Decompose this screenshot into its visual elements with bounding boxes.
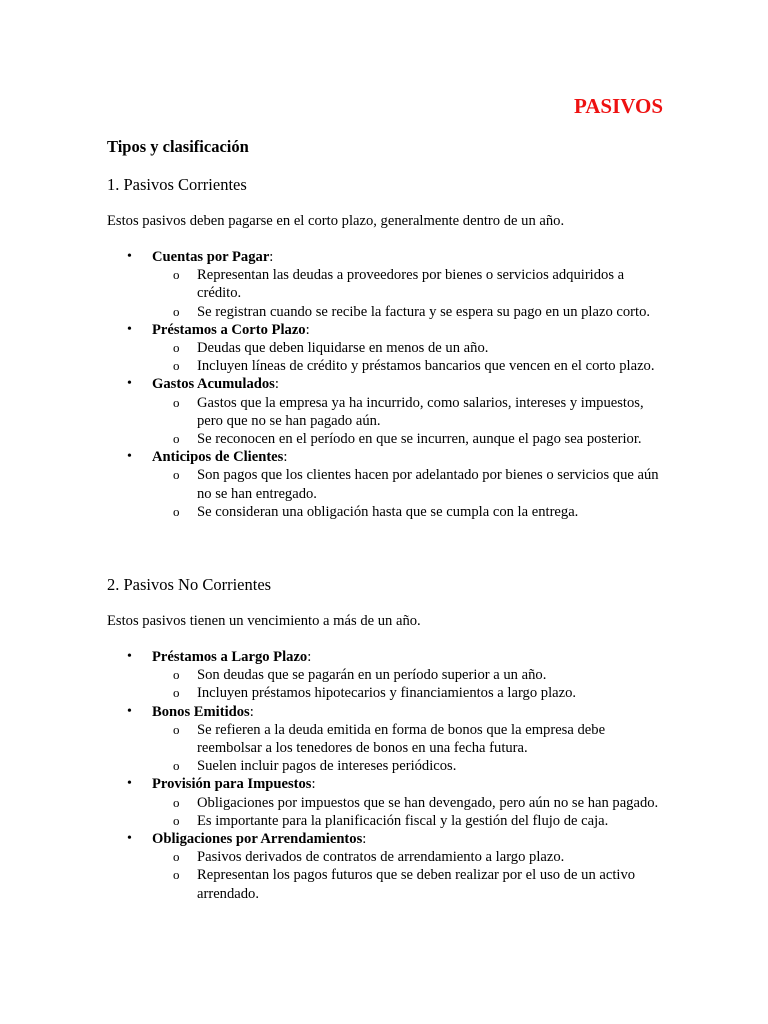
list-item — [107, 775, 663, 830]
sub-list-item — [152, 357, 663, 375]
intro-paragraph-no-corrientes: Estos pasivos tienen un vencimiento a más de un año. — [107, 613, 421, 629]
sub-list-item — [152, 721, 663, 757]
sub-item-text: Se registran cuando se recibe la factura y se espera su pago en un plazo corto. — [197, 303, 651, 320]
list-item — [107, 448, 663, 521]
sub-item-text: Suelen incluir pagos de intereses periódicos. — [197, 758, 457, 775]
sub-item-text: Representan las deudas a proveedores por bienes o servicios adquiridos a crédito. — [197, 267, 625, 302]
sub-bullet-icon: o — [173, 758, 180, 774]
sub-bullet-icon: o — [173, 431, 180, 447]
sub-bullet-icon: o — [173, 358, 180, 374]
sub-bullet-icon: o — [173, 303, 180, 319]
sub-item-text: Se reconocen en el período en que se incurren, aunque el pago sea posterior. — [197, 431, 642, 448]
item-colon: : — [311, 776, 316, 793]
sub-list-item — [152, 266, 663, 302]
sub-list-item — [152, 303, 663, 321]
bullet-icon: • — [127, 449, 132, 465]
sub-item-text: Incluyen líneas de crédito y préstamos bancarios que vencen en el corto plazo. — [197, 358, 655, 375]
item-colon: : — [307, 649, 312, 665]
sub-list — [152, 466, 663, 521]
list-item — [107, 321, 663, 376]
sub-item-text: Pasivos derivados de contratos de arrendamiento a largo plazo. — [197, 849, 565, 866]
item-colon: : — [283, 449, 288, 466]
item-name: Préstamos a Largo Plazo — [152, 649, 308, 665]
item-name: Cuentas por Pagar — [152, 249, 270, 265]
bullet-icon: • — [127, 831, 132, 847]
sub-item-text: Son deudas que se pagarán en un período superior a un año. — [197, 667, 547, 684]
subsection-heading-no-corrientes: 2. Pasivos No Corrientes — [107, 575, 272, 594]
sub-bullet-icon: o — [173, 394, 180, 410]
sub-item-text: Se refieren a la deuda emitida en forma de bonos que la empresa debe reembolsar a los tenedores de bonos en una fecha futura. — [197, 721, 606, 757]
sub-list-item — [152, 503, 663, 521]
sub-list — [152, 339, 663, 375]
item-name: Gastos Acumulados — [152, 376, 275, 393]
list-item — [107, 830, 663, 903]
sub-item-text: Gastos que la empresa ya ha incurrido, como salarios, intereses y impuestos, pero que no se han pagado aún. — [197, 394, 644, 429]
list-item — [107, 703, 663, 776]
sub-list-item — [152, 866, 663, 902]
sub-list-item — [152, 466, 663, 502]
item-colon: : — [362, 831, 367, 848]
sub-bullet-icon: o — [173, 794, 180, 810]
sub-bullet-icon: o — [173, 849, 180, 865]
sub-bullet-icon: o — [173, 721, 180, 737]
bullet-icon: • — [127, 321, 132, 337]
sub-list-item — [152, 684, 663, 702]
sub-list-item — [152, 339, 663, 357]
sub-list — [152, 794, 663, 830]
sub-item-text: Representan los pagos futuros que se deben realizar por el uso de un activo arrendado. — [197, 867, 636, 902]
item-name: Anticipos de Clientes — [152, 449, 284, 466]
list-pasivos-corrientes — [107, 248, 663, 521]
document-title: PASIVOS — [573, 94, 663, 118]
sub-list — [152, 721, 663, 776]
sub-bullet-icon: o — [173, 812, 180, 828]
bullet-icon: • — [127, 376, 132, 392]
sub-bullet-icon: o — [173, 667, 180, 683]
item-colon: : — [305, 321, 310, 338]
sub-bullet-icon: o — [173, 503, 180, 519]
sub-item-text: Son pagos que los clientes hacen por adelantado por bienes o servicios que aún no se han entregado. — [197, 467, 659, 502]
item-colon: : — [269, 249, 274, 265]
sub-list-item — [152, 848, 663, 866]
section-heading: Tipos y clasificación — [107, 137, 249, 156]
item-colon: : — [274, 376, 279, 393]
sub-list — [152, 666, 663, 702]
sub-list — [152, 848, 663, 903]
intro-paragraph-corrientes: Estos pasivos deben pagarse en el corto plazo, generalmente dentro de un año. — [107, 213, 565, 229]
sub-item-text: Obligaciones por impuestos que se han devengado, pero aún no se han pagado. — [197, 794, 659, 811]
list-item — [107, 248, 663, 321]
sub-bullet-icon: o — [173, 467, 180, 483]
bullet-icon: • — [127, 703, 132, 719]
bullet-icon: • — [127, 249, 132, 264]
sub-item-text: Deudas que deben liquidarse en menos de un año. — [197, 340, 489, 357]
item-name: Préstamos a Corto Plazo — [152, 321, 306, 338]
sub-list-item — [152, 757, 663, 775]
sub-list — [152, 266, 663, 321]
sub-list-item — [152, 666, 663, 684]
sub-bullet-icon: o — [173, 685, 180, 701]
list-item — [107, 375, 663, 448]
sub-list — [152, 394, 663, 449]
sub-list-item — [152, 430, 663, 448]
sub-item-text: Incluyen préstamos hipotecarios y financiamientos a largo plazo. — [197, 685, 577, 702]
bullet-icon: • — [127, 649, 132, 664]
subsection-heading-corrientes: 1. Pasivos Corrientes — [107, 175, 247, 194]
item-name: Bonos Emitidos — [152, 703, 250, 720]
item-name: Obligaciones por Arrendamientos — [152, 831, 363, 848]
list-pasivos-no-corrientes — [107, 648, 663, 903]
sub-item-text: Se consideran una obligación hasta que se cumpla con la entrega. — [197, 503, 579, 520]
item-colon: : — [249, 703, 254, 720]
item-name: Provisión para Impuestos — [152, 776, 312, 793]
sub-list-item — [152, 812, 663, 830]
list-item — [107, 648, 663, 703]
sub-list-item — [152, 394, 663, 430]
sub-bullet-icon: o — [173, 867, 180, 883]
sub-bullet-icon: o — [173, 267, 180, 283]
sub-item-text: Es importante para la planificación fiscal y la gestión del flujo de caja. — [197, 812, 609, 829]
bullet-icon: • — [127, 776, 132, 792]
sub-bullet-icon: o — [173, 340, 180, 356]
sub-list-item — [152, 794, 663, 812]
